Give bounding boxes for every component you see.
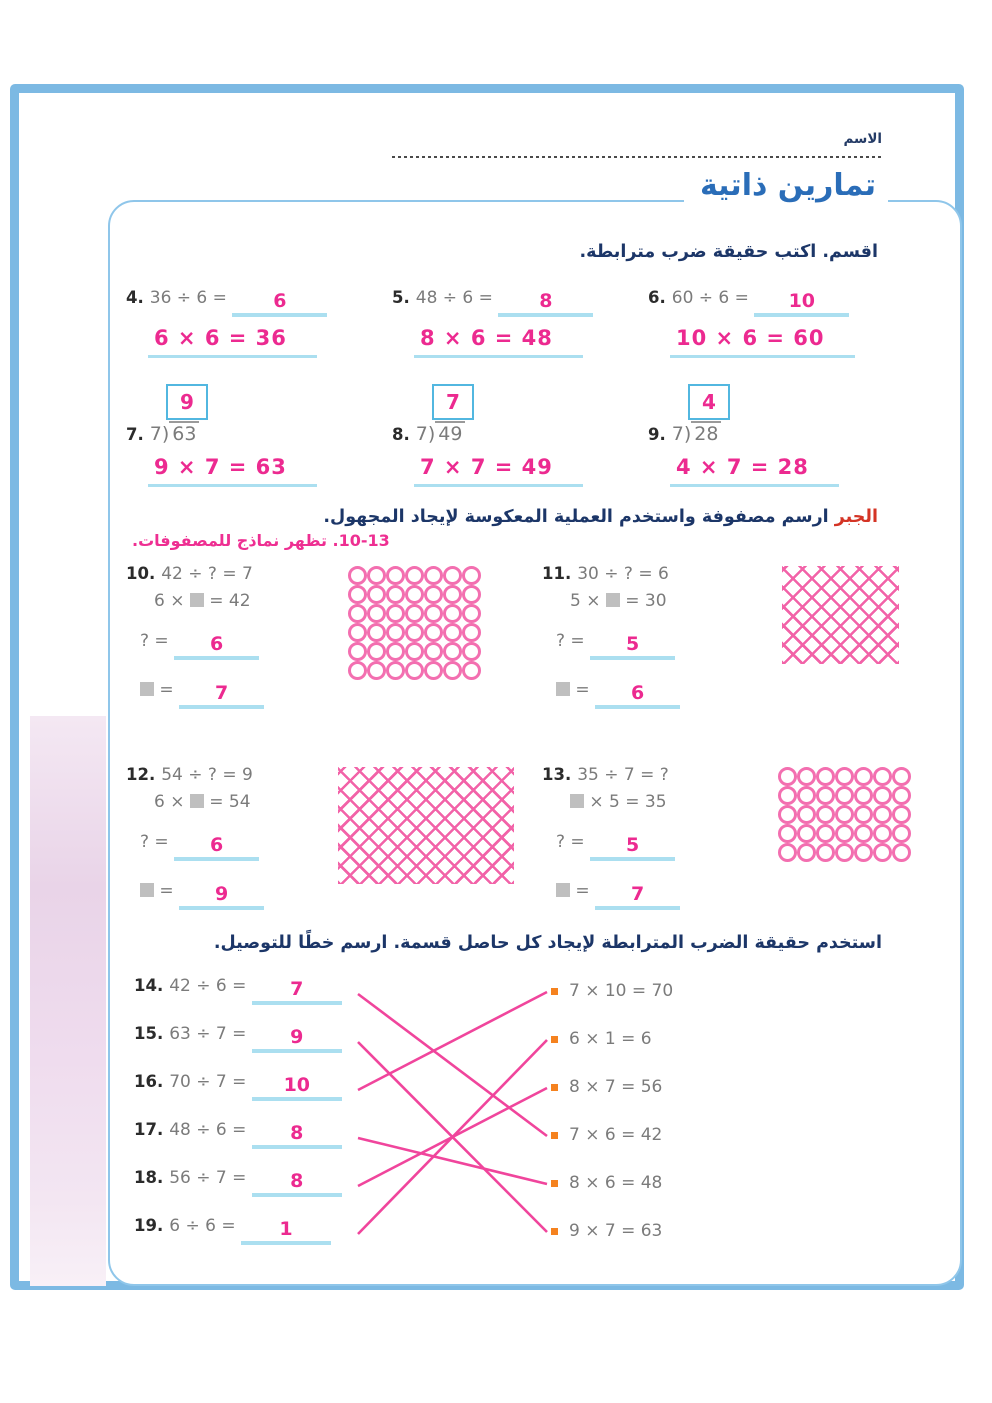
equation-line2-post: = 54	[209, 792, 251, 812]
problem-number: 5.	[392, 288, 410, 307]
fact-option	[551, 1111, 673, 1159]
answer-blank[interactable]: 7	[179, 683, 264, 709]
problem-number: 13.	[542, 765, 572, 784]
connector-dot-icon[interactable]	[551, 988, 558, 995]
equation-line1: 42 ÷ ? = 7	[161, 564, 253, 584]
multiplication-fact: 9 × 7 = 63	[154, 455, 287, 479]
dividend: 63	[169, 421, 199, 445]
array-model	[782, 566, 899, 664]
problem-number: 7.	[126, 425, 144, 444]
division-bracket: )	[683, 423, 692, 445]
fact-underline[interactable]	[148, 455, 317, 487]
answer-blank[interactable]: 6	[232, 291, 327, 317]
matching-instruction: استخدم حقيقة الضرب المترابطة لإيجاد كل حاصل قسمة. ارسم خطًا للتوصيل.	[213, 933, 882, 953]
answer-blank[interactable]: 10	[754, 291, 849, 317]
problem-18	[134, 1159, 342, 1207]
array-model	[348, 566, 481, 680]
problem-number: 17.	[134, 1120, 164, 1139]
problem-13	[542, 765, 934, 927]
division-expression: 60 ÷ 6 =	[671, 288, 749, 308]
division-expression: 36 ÷ 6 =	[149, 288, 227, 308]
algebra-instruction: ارسم مصفوفة واستخدم العملية المعكوسة لإيجاد المجهول.	[323, 507, 829, 527]
multiplication-fact: 7 × 6 = 42	[569, 1125, 663, 1145]
name-label: الاسم	[843, 131, 882, 147]
fact-option	[551, 967, 673, 1015]
answer-blank[interactable]: 9	[252, 1027, 342, 1053]
decorative-pink-band	[30, 716, 106, 1286]
equals-label: =	[159, 881, 174, 901]
question-label: ? =	[140, 832, 169, 852]
problem-11	[542, 564, 934, 751]
division-expression: 42 ÷ 6 =	[169, 976, 247, 996]
unknown-square-icon	[190, 593, 204, 607]
unknown-square-icon	[570, 794, 584, 808]
division-bracket: )	[161, 423, 170, 445]
multiplication-fact: 8 × 6 = 48	[420, 326, 553, 350]
problem-number: 12.	[126, 765, 156, 784]
problem-number: 18.	[134, 1168, 164, 1187]
division-expression: 70 ÷ 7 =	[169, 1072, 247, 1092]
answer-blank[interactable]: 5	[590, 634, 675, 660]
connector-dot-icon[interactable]	[551, 1132, 558, 1139]
multiplication-fact: 4 × 7 = 28	[676, 455, 809, 479]
problems-4-6-row	[126, 288, 934, 358]
problem-number: 10.	[126, 564, 156, 583]
multiplication-fact: 8 × 7 = 56	[569, 1077, 663, 1097]
algebra-keyword: الجبر	[834, 507, 878, 527]
equation-line2-post: × 5 = 35	[589, 792, 667, 812]
connector-dot-icon[interactable]	[551, 1036, 558, 1043]
array-model	[778, 767, 911, 862]
question-label: ? =	[556, 631, 585, 651]
question-label: ? =	[556, 832, 585, 852]
matching-area	[126, 967, 934, 1267]
algebra-heading	[126, 507, 934, 527]
multiplication-fact: 6 × 1 = 6	[569, 1029, 652, 1049]
problem-7	[126, 384, 392, 487]
problem-number: 11.	[542, 564, 572, 583]
answer-blank[interactable]: 8	[498, 291, 593, 317]
answer-blank[interactable]: 1	[241, 1219, 331, 1245]
problem-number: 9.	[648, 425, 666, 444]
quotient-box[interactable]: 9	[166, 384, 208, 420]
unknown-square-icon	[140, 883, 154, 897]
equals-label: =	[575, 680, 590, 700]
connector-dot-icon[interactable]	[551, 1228, 558, 1235]
equation-line2-pre: 5 ×	[570, 591, 601, 611]
answer-blank[interactable]: 6	[595, 683, 680, 709]
problem-15	[134, 1015, 342, 1063]
division-expression: 6 ÷ 6 =	[169, 1216, 236, 1236]
equation-line2-post: = 30	[625, 591, 667, 611]
fact-underline[interactable]	[414, 455, 583, 487]
unknown-square-icon	[556, 883, 570, 897]
problems-12-13-row	[126, 765, 934, 927]
content-panel	[108, 200, 962, 1286]
unknown-square-icon	[556, 682, 570, 696]
fact-underline[interactable]	[670, 326, 855, 358]
problem-4	[126, 288, 392, 358]
problem-17	[134, 1111, 342, 1159]
array-model	[338, 767, 514, 884]
problem-number: 15.	[134, 1024, 164, 1043]
answer-blank[interactable]: 6	[174, 835, 259, 861]
answer-blank[interactable]: 10	[252, 1075, 342, 1101]
division-column	[134, 967, 342, 1255]
problem-8	[392, 384, 648, 487]
answer-blank[interactable]: 8	[252, 1171, 342, 1197]
page-title: تمارين ذاتية	[684, 168, 888, 207]
problem-9	[648, 384, 934, 487]
fact-option	[551, 1063, 673, 1111]
problem-number: 8.	[392, 425, 410, 444]
division-expression: 48 ÷ 6 =	[169, 1120, 247, 1140]
connector-dot-icon[interactable]	[551, 1180, 558, 1187]
problem-number: 16.	[134, 1072, 164, 1091]
equals-label: =	[159, 680, 174, 700]
equation-line2-post: = 42	[209, 591, 251, 611]
problem-16	[134, 1063, 342, 1111]
divisor: 7	[149, 423, 162, 445]
divide-instruction: اقسم. اكتب حقيقة ضرب مترابطة.	[579, 242, 878, 262]
equals-label: =	[575, 881, 590, 901]
problem-10	[126, 564, 542, 751]
answer-blank[interactable]: 5	[590, 835, 675, 861]
arrays-note: 10-13. تظهر نماذج للمصفوفات.	[132, 531, 390, 550]
multiplication-fact: 9 × 7 = 63	[569, 1221, 663, 1241]
fact-underline[interactable]	[148, 326, 317, 358]
fact-option	[551, 1207, 673, 1255]
equation-line1: 54 ÷ ? = 9	[161, 765, 253, 785]
divisor: 7	[671, 423, 684, 445]
answer-blank[interactable]: 7	[595, 884, 680, 910]
equation-line2-pre: 6 ×	[154, 591, 185, 611]
multiplication-fact: 6 × 6 = 36	[154, 326, 287, 350]
problem-6	[648, 288, 934, 358]
quotient-box[interactable]: 4	[688, 384, 730, 420]
multiplication-fact: 10 × 6 = 60	[676, 326, 825, 350]
divisor: 7	[415, 423, 428, 445]
fact-option	[551, 1015, 673, 1063]
unknown-square-icon	[140, 682, 154, 696]
problem-12	[126, 765, 542, 927]
division-bracket: )	[427, 423, 436, 445]
problems-10-11-row	[126, 564, 934, 751]
problem-number: 4.	[126, 288, 144, 307]
name-entry-line[interactable]	[392, 156, 882, 158]
division-expression: 63 ÷ 7 =	[169, 1024, 247, 1044]
division-expression: 48 ÷ 6 =	[415, 288, 493, 308]
answer-blank[interactable]: 9	[179, 884, 264, 910]
unknown-square-icon	[606, 593, 620, 607]
dividend: 49	[435, 421, 465, 445]
question-label: ? =	[140, 631, 169, 651]
quotient-box[interactable]: 7	[432, 384, 474, 420]
problem-19	[134, 1207, 342, 1255]
equation-line1: 35 ÷ 7 = ?	[577, 765, 669, 785]
connector-dot-icon[interactable]	[551, 1084, 558, 1091]
problem-number: 14.	[134, 976, 164, 995]
problem-14	[134, 967, 342, 1015]
answer-blank[interactable]: 6	[174, 634, 259, 660]
division-expression: 56 ÷ 7 =	[169, 1168, 247, 1188]
fact-option	[551, 1159, 673, 1207]
multiplication-fact: 7 × 7 = 49	[420, 455, 553, 479]
unknown-square-icon	[190, 794, 204, 808]
problem-number: 19.	[134, 1216, 164, 1235]
dividend: 28	[691, 421, 721, 445]
facts-column	[551, 967, 673, 1255]
equation-line2-pre: 6 ×	[154, 792, 185, 812]
problem-number: 6.	[648, 288, 666, 307]
problems-7-9-row	[126, 384, 934, 487]
multiplication-fact: 7 × 10 = 70	[569, 981, 674, 1001]
answer-blank[interactable]: 7	[252, 979, 342, 1005]
problem-5	[392, 288, 648, 358]
equation-line1: 30 ÷ ? = 6	[577, 564, 669, 584]
multiplication-fact: 8 × 6 = 48	[569, 1173, 663, 1193]
answer-blank[interactable]: 8	[252, 1123, 342, 1149]
fact-underline[interactable]	[670, 455, 839, 487]
fact-underline[interactable]	[414, 326, 583, 358]
